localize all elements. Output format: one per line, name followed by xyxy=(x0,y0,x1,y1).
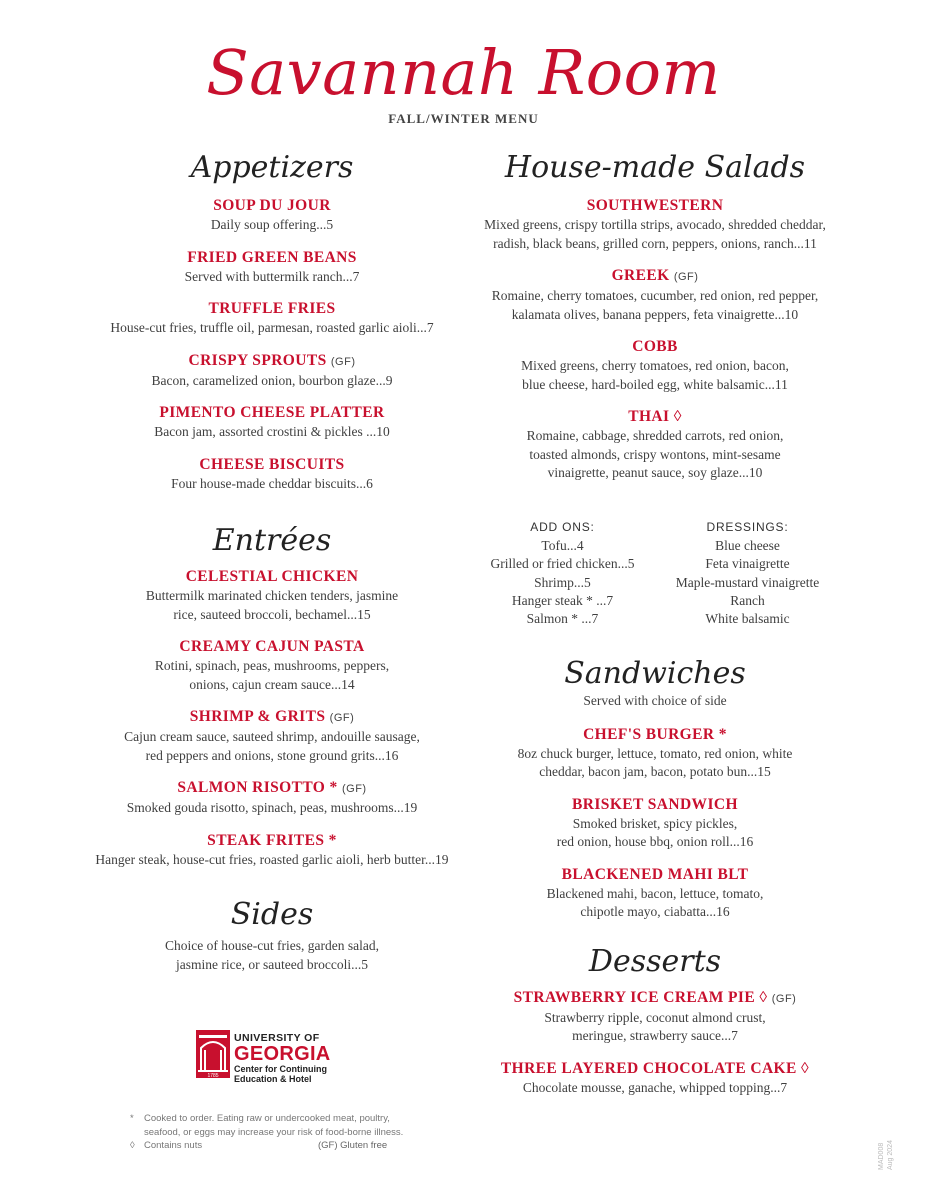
footnote-raw xyxy=(128,1112,428,1139)
addon-item: Salmon * ...7 xyxy=(526,611,599,627)
item-description: chipotle mayo, ciabatta...16 xyxy=(580,904,730,919)
sides-description: Choice of house-cut fries, garden salad, xyxy=(164,938,380,953)
menu-title: Savannah Room xyxy=(206,36,721,109)
item-name: BRISKET SANDWICH xyxy=(572,795,738,813)
item-description: Buttermilk marinated chicken tenders, jasmine xyxy=(145,588,399,603)
item-name: BLACKENED MAHI BLT xyxy=(561,865,749,883)
item-name: FRIED GREEN BEANS xyxy=(187,248,357,266)
item-description: Bacon jam, assorted crostini & pickles ...10 xyxy=(154,424,390,439)
dressings-heading: DRESSINGS: xyxy=(706,520,789,534)
addons-list xyxy=(470,517,655,628)
appetizers-heading: Appetizers xyxy=(190,150,354,185)
item-description: kalamata olives, banana peppers, feta vinaigrette...10 xyxy=(511,306,799,322)
salads-list xyxy=(470,196,840,483)
menu-item xyxy=(62,831,482,870)
sandwiches-heading: Sandwiches xyxy=(564,656,746,691)
menu-item xyxy=(62,778,482,818)
item-description: Romaine, cabbage, shredded carrots, red onion, xyxy=(526,428,784,443)
item-name: CELESTIAL CHICKEN xyxy=(185,568,359,585)
menu-item xyxy=(470,988,840,1046)
item-name: THREE LAYERED CHOCOLATE CAKE ◊ xyxy=(500,1059,810,1077)
item-description: Strawberry ripple, coconut almond crust, xyxy=(544,1009,766,1025)
item-description: onions, cajun cream sauce...14 xyxy=(189,676,355,692)
dressings-list xyxy=(655,517,840,628)
item-description: Mixed greens, crispy tortilla strips, avocado, shredded cheddar, xyxy=(484,217,826,232)
menu-item xyxy=(62,299,482,338)
gf-tag: (GF) xyxy=(330,355,356,368)
addon-item: Grilled or fried chicken...5 xyxy=(490,556,635,572)
sandwiches-list xyxy=(470,725,840,922)
nut-symbol: ◊ xyxy=(130,1140,135,1151)
addons-heading: ADD ONS: xyxy=(530,520,595,534)
item-description: Four house-made cheddar biscuits...6 xyxy=(171,475,373,491)
dressing-item: White balsamic xyxy=(705,611,790,627)
left-column xyxy=(62,150,482,974)
doc-code-line: Aug 2024 xyxy=(887,1140,894,1170)
item-description: rice, sauteed broccoli, bechamel...15 xyxy=(173,606,371,622)
sides-heading: Sides xyxy=(230,897,314,932)
desserts-list xyxy=(470,988,840,1098)
entrees-list xyxy=(62,567,482,869)
uga-logo xyxy=(196,1030,356,1084)
salads-heading: House-made Salads xyxy=(504,150,806,185)
desserts-heading: Desserts xyxy=(588,943,722,979)
logo-line: Center for Continuing xyxy=(234,1064,327,1074)
document-code xyxy=(877,1120,917,1170)
item-name: SALMON RISOTTO * (GF) xyxy=(177,779,367,796)
item-description: Served with buttermilk ranch...7 xyxy=(184,268,360,284)
addon-item: Shrimp...5 xyxy=(534,574,591,590)
logo-line: GEORGIA xyxy=(234,1043,331,1065)
item-description: 8oz chuck burger, lettuce, tomato, red onion, white xyxy=(517,745,793,761)
menu-item xyxy=(62,196,482,235)
dressing-item: Ranch xyxy=(730,592,765,608)
logo-year: 1785 xyxy=(207,1073,219,1078)
item-description: Romaine, cherry tomatoes, cucumber, red onion, red pepper, xyxy=(491,288,819,303)
arch-icon xyxy=(196,1030,230,1078)
item-name: STEAK FRITES * xyxy=(207,831,337,849)
item-description: House-cut fries, truffle oil, parmesan, roasted garlic aioli...7 xyxy=(110,320,434,335)
dressing-item: Blue cheese xyxy=(715,538,780,553)
menu-subtitle: FALL/WINTER MENU xyxy=(388,111,539,126)
sandwiches-note: Served with choice of side xyxy=(583,693,727,708)
footnote-nuts xyxy=(128,1139,428,1153)
item-description: Blackened mahi, bacon, lettuce, tomato, xyxy=(546,885,764,901)
item-name: SOUP DU JOUR xyxy=(213,197,331,214)
menu-item xyxy=(470,1059,840,1098)
gf-tag: (GF) xyxy=(329,712,355,724)
logo-text xyxy=(234,1032,331,1084)
item-description: Mixed greens, cherry tomatoes, red onion, bacon, xyxy=(521,358,789,373)
item-name: GREEK (GF) xyxy=(611,267,699,284)
entrees-heading: Entrées xyxy=(212,523,332,558)
item-description: toasted almonds, crispy wontons, mint-sesame xyxy=(529,446,781,462)
item-name: STRAWBERRY ICE CREAM PIE ◊ (GF) xyxy=(513,988,797,1006)
item-description: cheddar, bacon jam, bacon, potato bun...15 xyxy=(539,764,771,779)
item-description: Daily soup offering...5 xyxy=(210,217,334,232)
item-description: red onion, house bbq, onion roll...16 xyxy=(556,834,754,849)
gf-tag: (GF) xyxy=(673,271,699,283)
footnote-line: Cooked to order. Eating raw or undercooked meat, poultry, xyxy=(144,1113,390,1124)
menu-item xyxy=(470,865,840,922)
item-description: radish, black beans, grilled corn, peppers, onions, ranch...11 xyxy=(493,235,817,251)
item-name: SHRIMP & GRITS (GF) xyxy=(189,708,355,725)
item-description: vinaigrette, peanut sauce, soy glaze...10 xyxy=(547,465,763,480)
menu-item xyxy=(62,455,482,494)
dressing-item: Feta vinaigrette xyxy=(705,556,790,572)
footnote-line: Contains nuts xyxy=(144,1140,203,1151)
item-description: Chocolate mousse, ganache, whipped topping...7 xyxy=(522,1079,788,1095)
item-name: CHEESE BISCUITS xyxy=(199,455,345,473)
gf-tag: (GF) xyxy=(341,783,367,795)
menu-item xyxy=(470,407,840,483)
item-description: Bacon, caramelized onion, bourbon glaze...9 xyxy=(151,372,393,388)
menu-item xyxy=(62,248,482,287)
item-description: Hanger steak, house-cut fries, roasted garlic aioli, herb butter...19 xyxy=(95,851,449,867)
item-description: red peppers and onions, stone ground grits...16 xyxy=(145,747,399,763)
appetizers-list xyxy=(62,196,482,493)
footnotes xyxy=(128,1112,428,1153)
footnote-gf: (GF) Gluten free xyxy=(318,1140,388,1151)
item-description: Rotini, spinach, peas, mushrooms, peppers, xyxy=(154,658,390,673)
menu-item xyxy=(62,707,482,765)
gf-tag: (GF) xyxy=(771,992,797,1005)
item-name: CREAMY CAJUN PASTA xyxy=(179,638,365,655)
logo-line: Education & Hotel xyxy=(234,1074,312,1084)
menu-item xyxy=(470,337,840,394)
menu-item xyxy=(62,403,482,442)
menu-item xyxy=(470,266,840,324)
item-name: PIMENTO CHEESE PLATTER xyxy=(159,404,385,421)
right-column xyxy=(470,150,840,483)
right-column-lower xyxy=(470,656,840,1097)
item-description: meringue, strawberry sauce...7 xyxy=(572,1028,738,1043)
menu-item xyxy=(62,351,482,391)
sides-description: jasmine rice, or sauteed broccoli...5 xyxy=(176,956,368,972)
dressing-item: Maple-mustard vinaigrette xyxy=(675,574,820,590)
menu-item xyxy=(470,725,840,782)
item-name: SOUTHWESTERN xyxy=(586,197,724,214)
menu-item xyxy=(62,567,482,624)
doc-code-line: MAD008 xyxy=(878,1142,885,1170)
menu-item xyxy=(62,637,482,694)
addon-item: Hanger steak * ...7 xyxy=(511,592,614,608)
addon-item: Tofu...4 xyxy=(541,538,584,553)
item-description: Smoked brisket, spicy pickles, xyxy=(572,815,738,831)
menu-item xyxy=(470,795,840,852)
item-description: blue cheese, hard-boiled egg, white balsamic...11 xyxy=(522,376,788,392)
footnote-line: seafood, or eggs may increase your risk of food-borne illness. xyxy=(144,1126,404,1138)
item-name: TRUFFLE FRIES xyxy=(208,300,336,317)
item-name: CRISPY SPROUTS (GF) xyxy=(188,351,356,369)
item-name: THAI ◊ xyxy=(628,408,682,425)
item-description: Cajun cream sauce, sauteed shrimp, andouille sausage, xyxy=(124,729,420,744)
logo-line: UNIVERSITY OF xyxy=(234,1032,320,1044)
star-symbol: * xyxy=(130,1113,134,1124)
item-name: CHEF'S BURGER * xyxy=(583,725,727,743)
menu-item xyxy=(470,196,840,253)
item-name: COBB xyxy=(632,338,678,355)
item-description: Smoked gouda risotto, spinach, peas, mushrooms...19 xyxy=(126,800,418,815)
